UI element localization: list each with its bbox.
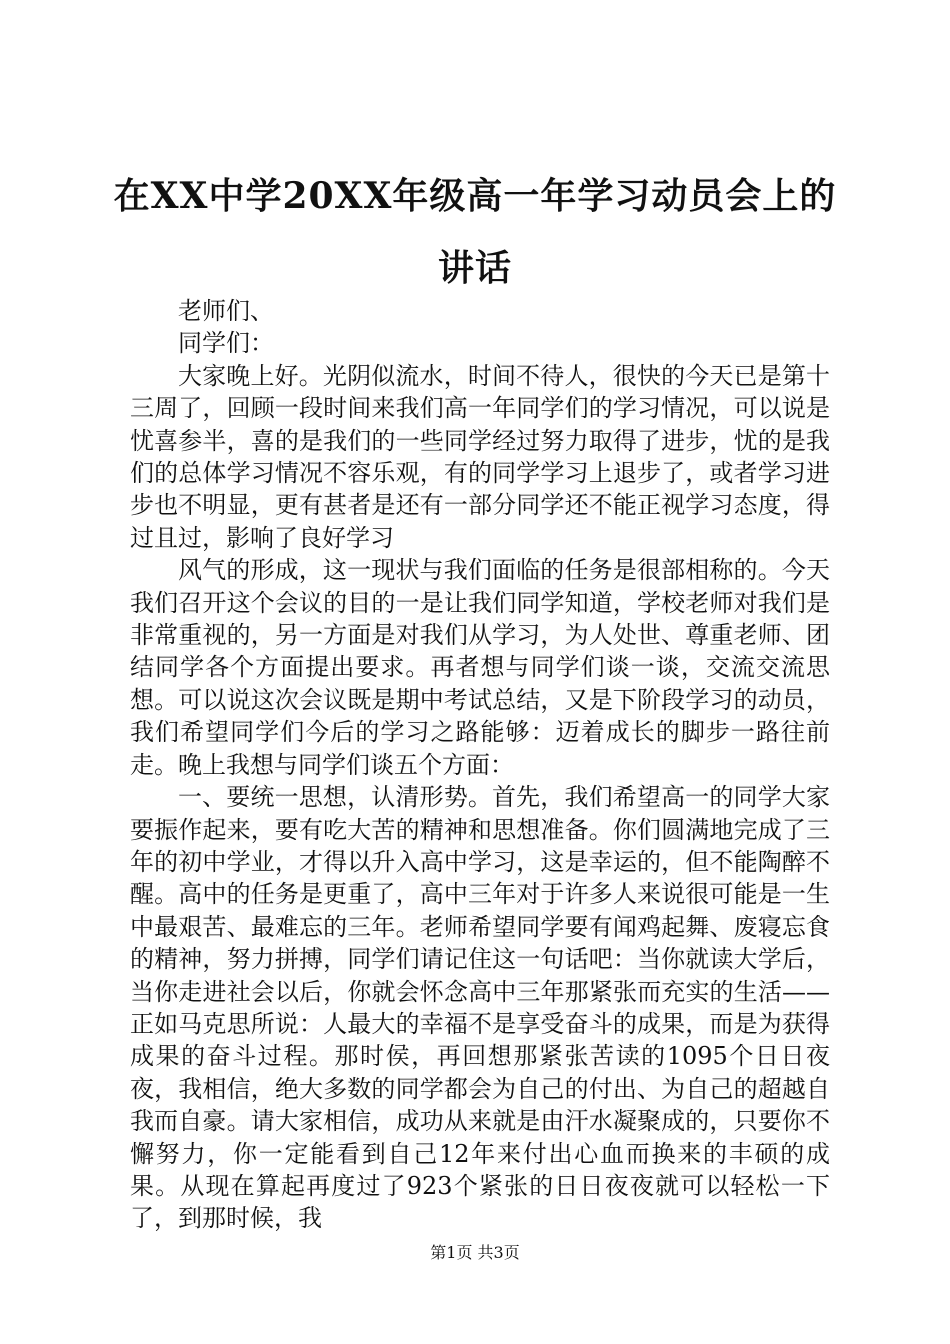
document-body bbox=[130, 295, 830, 1235]
salutation-students: 同学们： bbox=[178, 329, 274, 358]
body-paragraph: 风气的形成，这一现状与我们面临的任务是很部相称的。今天我们召开这个会议的目的一是让我们同学知道，学校老师对我们是非常重视的，另一方面是对我们从学习，为人处世、尊重老师、团结同学各个方面提出要求。再者想与同学们谈一谈，交流交流思想。可以说这次会议既是期中考试总结，又是下阶段学习的动员，我们希望同学们今后的学习之路能够：迈着成长的脚步一路往前走。晚上我想与同学们谈五个方面： bbox=[130, 556, 830, 779]
document-title: 在XX中学20XX年级高一年学习动员会上的讲话 bbox=[113, 175, 837, 289]
body-paragraph: 大家晚上好。光阴似流水，时间不待人，很快的今天已是第十三周了，回顾一段时间来我们高一年同学们的学习情况，可以说是忧喜参半，喜的是我们的一些同学经过努力取得了进步，忧的是我们的总体学习情况不容乐观，有的同学学习上退步了，或者学习进步也不明显，更有甚者是还有一部分同学还不能正视学习态度，得过且过，影响了良好学习 bbox=[130, 361, 830, 552]
body-paragraph: 一、要统一思想，认清形势。首先，我们希望高一的同学大家要振作起来，要有吃大苦的精神和思想准备。你们圆满地完成了三年的初中学业，才得以升入高中学习，这是幸运的，但不能陶醉不醒。高中的任务是更重了，高中三年对于许多人来说很可能是一生中最艰苦、最难忘的三年。老师希望同学要有闻鸡起舞、废寝忘食的精神，努力拼搏，同学们请记住这一句话吧：当你就读大学后，当你走进社会以后，你就会怀念高中三年那紧张而充实的生活——正如马克思所说：人最大的幸福不是享受奋斗的成果，而是为获得成果的奋斗过程。那时侯，再回想那紧张苦读的1095个日日夜夜，我相信，绝大多数的同学都会为自己的付出、为自己的超越自我而自豪。请大家相信，成功从来就是由汗水凝聚成的，只要你不懈努力，你一定能看到自己12年来付出心血而换来的丰硕的成果。从现在算起再度过了923个紧张的日日夜夜就可以轻松一下了，到那时候，我 bbox=[130, 783, 830, 1233]
salutation-teachers: 老师们、 bbox=[178, 297, 274, 325]
page-number-footer: 第1页 共3页 bbox=[430, 1243, 520, 1262]
